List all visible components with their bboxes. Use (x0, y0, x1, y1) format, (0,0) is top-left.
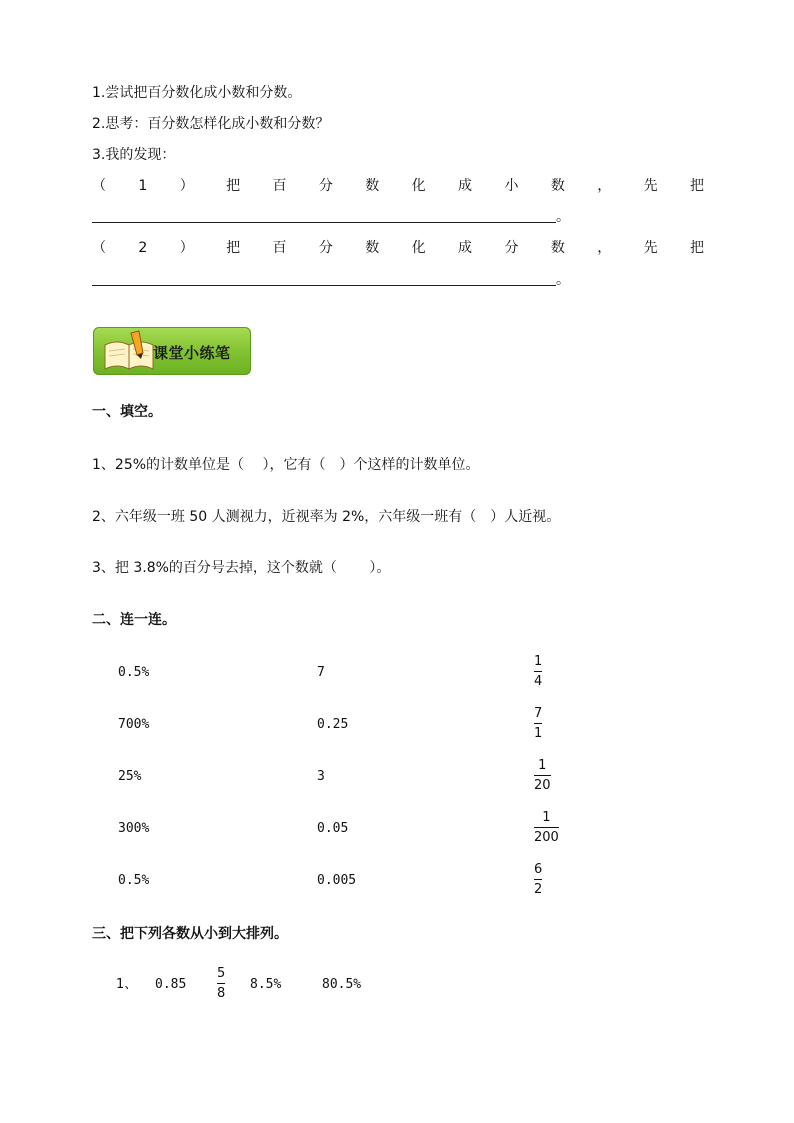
percent-item[interactable]: 0.5% (118, 873, 150, 888)
discovery-1: （ 1 ） 把 百 分 数 化 成 小 数 ， 先 把 (92, 178, 704, 194)
intro-line-3: 3.我的发现： (92, 147, 176, 163)
open-book-pencil-icon (101, 329, 157, 373)
decimal-item[interactable]: 0.25 (317, 717, 349, 732)
item-number: 1、 (116, 977, 138, 992)
decimal-item[interactable]: 0.05 (317, 821, 349, 836)
fraction-bar (534, 671, 542, 672)
answer-line-2[interactable] (92, 285, 556, 286)
question-1: 1、25%的计数单位是（ ），它有（ ）个这样的计数单位。 (92, 457, 480, 473)
fraction-bar (217, 983, 225, 984)
fraction-bar (534, 775, 551, 776)
fraction-item[interactable] (534, 706, 542, 741)
numerator: 7 (534, 706, 543, 721)
answer-line-1[interactable] (92, 222, 556, 223)
numerator: 6 (534, 862, 543, 877)
fraction-item[interactable] (534, 862, 542, 897)
percent-item[interactable]: 300% (118, 821, 150, 836)
denominator: 20 (534, 778, 551, 793)
fraction-bar (534, 827, 559, 828)
fraction-bar (534, 723, 542, 724)
value-3: 80.5% (322, 977, 362, 992)
value-2: 8.5% (250, 977, 282, 992)
numerator: 1 (542, 810, 551, 825)
denominator: 8 (217, 986, 226, 1001)
denominator: 4 (534, 674, 543, 689)
fraction-item[interactable] (534, 654, 542, 689)
decimal-item[interactable]: 0.005 (317, 873, 357, 888)
section1-heading: 一、填空。 (92, 404, 162, 420)
section3-heading: 三、把下列各数从小到大排列。 (92, 926, 288, 942)
intro-line-2: 2.思考：百分数怎样化成小数和分数？ (92, 116, 330, 132)
line-end-1: 。 (556, 209, 570, 225)
numerator: 1 (534, 654, 543, 669)
value-1: 0.85 (155, 977, 187, 992)
question-2: 2、六年级一班 50 人测视力，近视率为 2%，六年级一班有（ ）人近视。 (92, 509, 561, 525)
fraction-bar (534, 879, 542, 880)
numerator: 5 (217, 966, 226, 981)
decimal-item[interactable]: 7 (317, 665, 325, 680)
percent-item[interactable]: 700% (118, 717, 150, 732)
fraction-item[interactable] (534, 810, 559, 845)
question-3: 3、把 3.8%的百分号去掉，这个数就（ ）。 (92, 560, 391, 576)
denominator: 2 (534, 882, 543, 897)
intro-line-1: 1.尝试把百分数化成小数和分数。 (92, 85, 302, 101)
numerator: 1 (538, 758, 547, 773)
fraction-value (217, 966, 225, 1001)
denominator: 1 (534, 726, 543, 741)
fraction-item[interactable] (534, 758, 551, 793)
percent-item[interactable]: 0.5% (118, 665, 150, 680)
line-end-2: 。 (556, 272, 570, 288)
discovery-2: （ 2 ） 把 百 分 数 化 成 分 数 ， 先 把 (92, 240, 704, 256)
section2-heading: 二、连一连。 (92, 612, 176, 628)
percent-item[interactable]: 25% (118, 769, 142, 784)
practice-banner (93, 327, 251, 375)
denominator: 200 (534, 830, 559, 845)
decimal-item[interactable]: 3 (317, 769, 325, 784)
banner-label: 课堂小练笔 (153, 344, 231, 362)
